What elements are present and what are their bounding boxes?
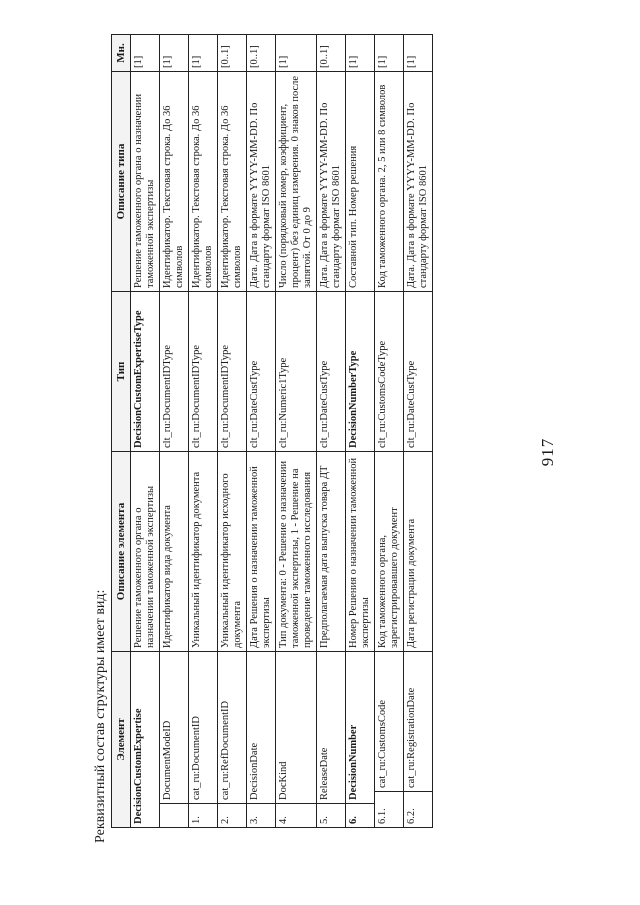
cell-description: Код таможенного органа, зарегистрировавшего документ bbox=[375, 451, 404, 651]
cell-description: Идентификатор вида документа bbox=[160, 451, 189, 651]
cell-type: clt_ru:DateCustType bbox=[247, 291, 276, 451]
cell-type: clt_ru:DocumentIDType bbox=[160, 291, 189, 451]
cell-multiplicity: [0..1] bbox=[218, 34, 247, 71]
cell-description: Номер Решения о назначении таможенной экспертизы bbox=[346, 451, 375, 651]
cell-description: Решение таможенного органа о назначении таможенной экспертизы bbox=[131, 451, 160, 651]
cell-type: clt_ru:DocumentIDType bbox=[189, 291, 218, 451]
table-row bbox=[131, 34, 160, 827]
cell-element: cat_ru:CustomsCode bbox=[375, 651, 404, 791]
cell-multiplicity: [1] bbox=[160, 34, 189, 71]
table-row bbox=[160, 34, 189, 827]
requisites-table bbox=[111, 34, 433, 828]
table-header-row bbox=[112, 34, 131, 827]
table-row bbox=[375, 34, 404, 827]
header-type-description: Описание типа bbox=[112, 71, 131, 291]
cell-type-description: Идентификатор. Текстовая строка. До 36 символов bbox=[160, 71, 189, 291]
cell-description: Уникальный идентификатор исходного документа bbox=[218, 451, 247, 651]
cell-type: DecisionNumberType bbox=[346, 291, 375, 451]
cell-type-description: Составной тип. Номер решения bbox=[346, 71, 375, 291]
cell-description: Дата Решения о назначении таможенной экспертизы bbox=[247, 451, 276, 651]
cell-description: Тип документа: 0 - Решение о назначении таможенной экспертизы, 1 - Решение на проведение таможенного исследования bbox=[276, 451, 317, 651]
cell-number: 2. bbox=[218, 804, 247, 828]
cell-type: clt_ru:Numeric1Type bbox=[276, 291, 317, 451]
cell-element: cat_ru:RefDocumentID bbox=[218, 651, 247, 803]
header-type: Тип bbox=[112, 291, 131, 451]
cell-element: cat_ru:RegistrationDate bbox=[404, 651, 433, 791]
header-multiplicity: Мн. bbox=[112, 34, 131, 71]
cell-number: 4. bbox=[276, 804, 317, 828]
header-description: Описание элемента bbox=[112, 451, 131, 651]
cell-type-description: Идентификатор. Текстовая строка. До 36 символов bbox=[189, 71, 218, 291]
page-number: 917 bbox=[538, 437, 557, 467]
cell-number: 1. bbox=[189, 804, 218, 828]
cell-type-description: Число (порядковый номер, коэффициент, процент) без единиц измерения. 0 знаков после запятой. От 0 до 9 bbox=[276, 71, 317, 291]
cell-spacer bbox=[160, 804, 189, 828]
cell-element: cat_ru:DocumentID bbox=[189, 651, 218, 803]
intro-text: Реквизитный состав структуры имеет вид: bbox=[93, 589, 108, 843]
cell-number: 6.1. bbox=[375, 792, 404, 828]
cell-multiplicity: [1] bbox=[131, 34, 160, 71]
cell-type: clt_ru:CustomsCodeType bbox=[375, 291, 404, 451]
cell-multiplicity: [1] bbox=[404, 34, 433, 71]
table-row bbox=[276, 34, 317, 827]
cell-description: Дата регистрации документа bbox=[404, 451, 433, 651]
cell-type-description: Дата. Дата в формате YYYY-MM-DD. По стандарту формат ISO 8601 bbox=[247, 71, 276, 291]
cell-element: ReleaseDate bbox=[317, 651, 346, 803]
cell-multiplicity: [0..1] bbox=[247, 34, 276, 71]
cell-multiplicity: [1] bbox=[375, 34, 404, 71]
table-row bbox=[218, 34, 247, 827]
cell-multiplicity: [0..1] bbox=[317, 34, 346, 71]
cell-element: DocumentModeID bbox=[160, 651, 189, 803]
cell-number: 5. bbox=[317, 804, 346, 828]
cell-number: 6. bbox=[346, 804, 375, 828]
header-element: Элемент bbox=[112, 651, 131, 827]
cell-number: 3. bbox=[247, 804, 276, 828]
cell-type: clt_ru:DateCustType bbox=[317, 291, 346, 451]
cell-element: DecisionCustomExpertise bbox=[131, 651, 160, 827]
cell-type-description: Код таможенного органа. 2, 5 или 8 символов bbox=[375, 71, 404, 291]
cell-type: clt_ru:DocumentIDType bbox=[218, 291, 247, 451]
table-row bbox=[346, 34, 375, 827]
cell-number: 6.2. bbox=[404, 792, 433, 828]
cell-type-description: Решение таможенного органа о назначении таможенной экспертизы bbox=[131, 71, 160, 291]
cell-type: clt_ru:DateCustType bbox=[404, 291, 433, 451]
cell-multiplicity: [1] bbox=[346, 34, 375, 71]
cell-description: Предполагаемая дата выпуска товара ДТ bbox=[317, 451, 346, 651]
cell-description: Уникальный идентификатор документа bbox=[189, 451, 218, 651]
table-row bbox=[317, 34, 346, 827]
cell-type-description: Идентификатор. Текстовая строка. До 36 символов bbox=[218, 71, 247, 291]
table-row bbox=[247, 34, 276, 827]
cell-type-description: Дата. Дата в формате YYYY-MM-DD. По стандарту формат ISO 8601 bbox=[317, 71, 346, 291]
cell-element: DecisionDate bbox=[247, 651, 276, 803]
table-row bbox=[189, 34, 218, 827]
cell-type-description: Дата. Дата в формате YYYY-MM-DD. По стандарту формат ISO 8601 bbox=[404, 71, 433, 291]
cell-multiplicity: [1] bbox=[276, 34, 317, 71]
cell-element: DocKind bbox=[276, 651, 317, 803]
table-row bbox=[404, 34, 433, 827]
cell-element: DecisionNumber bbox=[346, 651, 375, 803]
cell-type: DecisionCustomExpertiseType bbox=[131, 291, 160, 451]
cell-multiplicity: [1] bbox=[189, 34, 218, 71]
